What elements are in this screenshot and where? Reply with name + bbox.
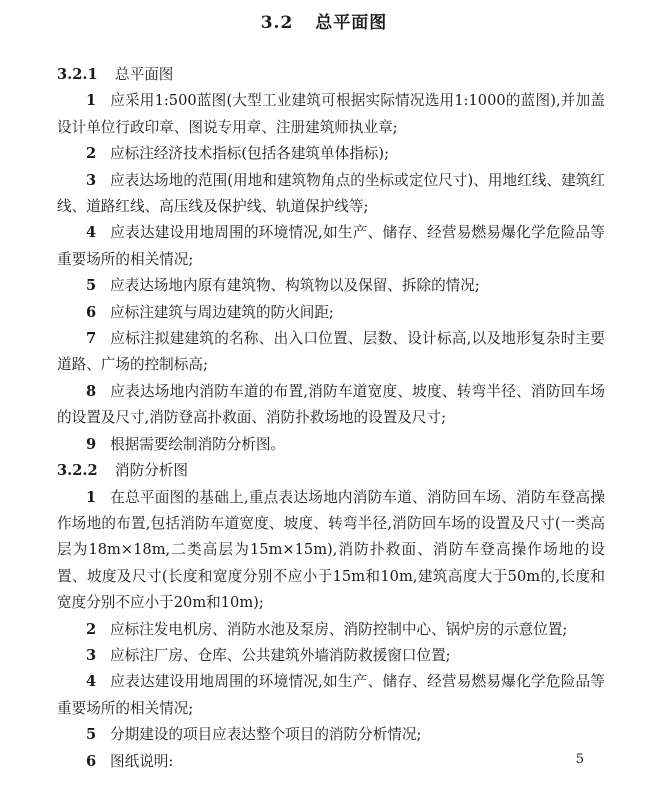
list-item-text: 应标注经济技术指标(包括各建筑单体指标); [110, 145, 389, 163]
list-item-text: 分期建设的项目应表达整个项目的消防分析情况; [110, 726, 422, 744]
list-item-number: 8 [86, 382, 97, 400]
list-item [57, 722, 605, 748]
list-item-number: 6 [86, 303, 97, 321]
list-item-number: 3 [86, 646, 97, 664]
subsection-heading [57, 62, 605, 88]
list-item-number: 7 [86, 330, 97, 348]
list-item [57, 669, 605, 722]
list-item-number: 2 [86, 620, 97, 638]
list-item-text: 根据需要绘制消防分析图。 [110, 435, 286, 453]
list-item [57, 300, 605, 326]
list-item-number: 1 [86, 92, 97, 110]
list-item [57, 379, 605, 432]
list-item [57, 617, 605, 643]
list-item-text: 应表达场地内消防车道的布置,消防车道宽度、坡度、转弯半径、消防回车场的设置及尺寸,消防登高扑救面、消防扑救场地的设置及尺寸; [57, 382, 605, 427]
subsection-title: 消防分析图 [115, 462, 188, 480]
list-item-text: 应表达建设用地周围的环境情况,如生产、储存、经营易燃易爆化学危险品等重要场所的相关情况; [57, 224, 605, 268]
list-item-number: 3 [86, 171, 97, 189]
list-item [57, 220, 605, 273]
subsection-number: 3.2.2 [57, 462, 98, 480]
document-body [57, 62, 605, 775]
list-item [57, 141, 605, 167]
list-item-text: 应采用1:500蓝图(大型工业建筑可根据实际情况选用1:1000的蓝图),并加盖设计单位行政印章、图说专用章、注册建筑师执业章; [57, 92, 605, 136]
page-number: 5 [575, 752, 584, 767]
list-item-number: 5 [86, 277, 97, 295]
list-item-text: 应标注厂房、仓库、公共建筑外墙消防救援窗口位置; [110, 646, 451, 664]
subsection-number: 3.2.1 [57, 66, 98, 83]
list-item-number: 1 [86, 488, 97, 506]
list-item-text: 在总平面图的基础上,重点表达场地内消防车道、消防回车场、消防车登高操作场地的布置,包括消防车道宽度、坡度、转弯半径,消防回车场的设置及尺寸(一类高层为18m×18m,二类高层为15m×15m),消防扑救面、消防车登高操作场地的设置、坡度及尺寸(长度和宽度分别不应小于15m和10m,建筑高度大于50m的,长度和宽度分别不应小于20m和10m); [57, 488, 605, 612]
list-item-text: 应标注发电机房、消防水池及泵房、消防控制中心、锅炉房的示意位置; [110, 620, 568, 638]
list-item-text: 图纸说明: [110, 752, 174, 770]
subsection-heading [57, 458, 605, 484]
list-item-text: 应标注拟建建筑的名称、出入口位置、层数、设计标高,以及地形复杂时主要道路、广场的控制标高; [57, 330, 605, 374]
list-item [57, 326, 605, 379]
list-item-text: 应表达场地的范围(用地和建筑物角点的坐标或定位尺寸)、用地红线、建筑红线、道路红线、高压线及保护线、轨道保护线等; [57, 171, 605, 216]
list-item [57, 273, 605, 299]
list-item-number: 9 [86, 435, 97, 453]
list-item-text: 应标注建筑与周边建筑的防火间距; [110, 303, 334, 321]
list-item-number: 6 [86, 752, 97, 770]
list-item [57, 749, 605, 775]
list-item-number: 2 [86, 145, 97, 163]
list-item-number: 4 [86, 673, 97, 691]
section-heading-text: 总平面图 [315, 13, 388, 33]
list-item-text: 应表达场地内原有建筑物、构筑物以及保留、拆除的情况; [110, 277, 480, 295]
list-item [57, 88, 605, 141]
list-item-number: 4 [86, 224, 97, 242]
list-item [57, 485, 605, 617]
list-item-number: 5 [86, 726, 97, 744]
subsection-title: 总平面图 [115, 66, 174, 83]
section-heading-number: 3.2 [260, 13, 294, 33]
list-item [57, 432, 605, 458]
section-heading [0, 8, 648, 33]
list-item [57, 643, 605, 669]
list-item-text: 应表达建设用地周围的环境情况,如生产、储存、经营易燃易爆化学危险品等重要场所的相关情况; [57, 673, 605, 717]
list-item [57, 168, 605, 221]
